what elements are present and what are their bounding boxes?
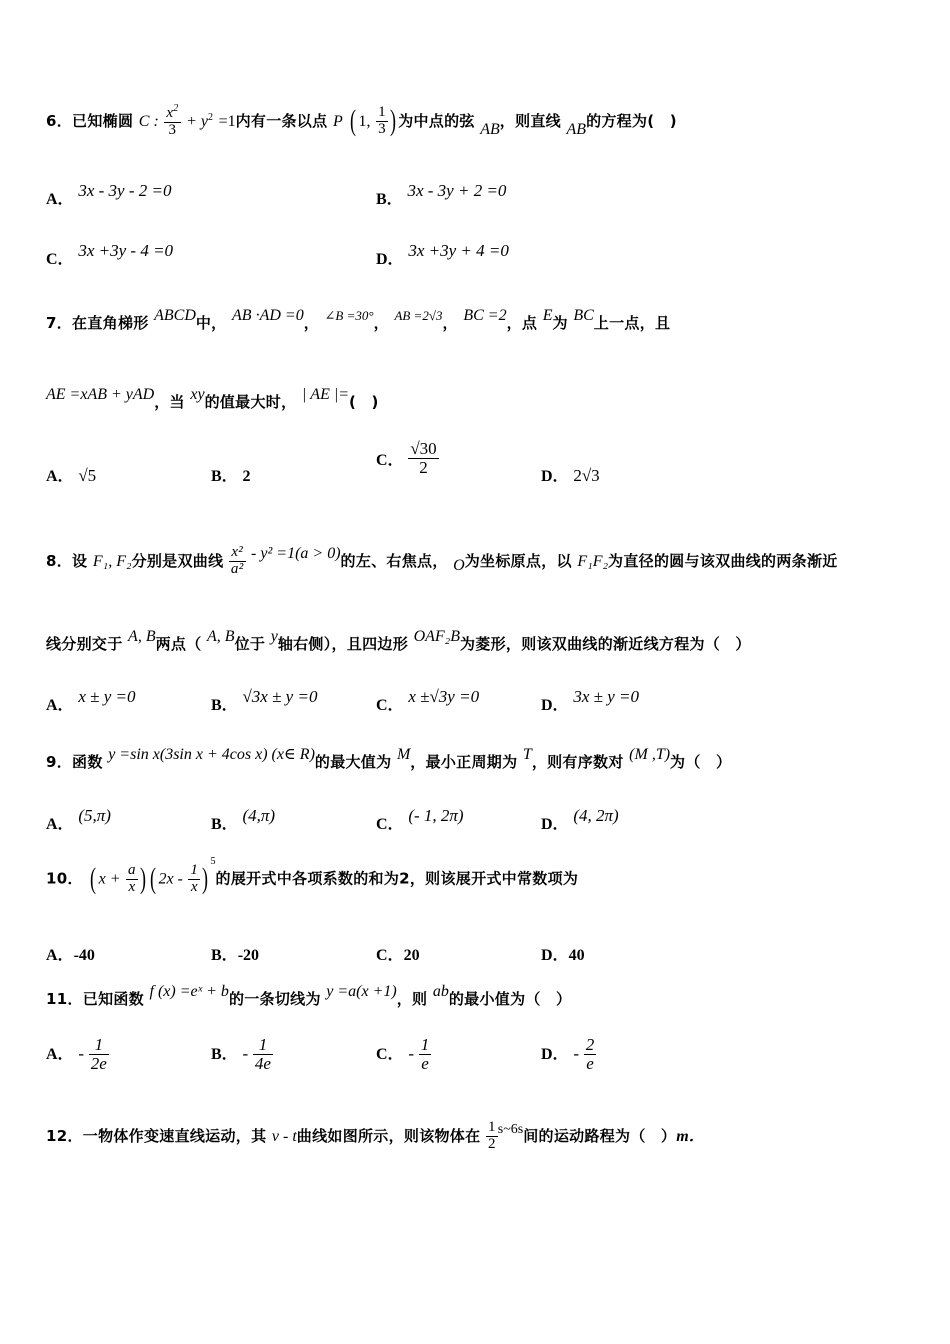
math: T [522, 746, 532, 763]
option-b[interactable]: B． - $\frac{1}{4e}$ [211, 1035, 271, 1073]
q-text: 已知函数 [82, 990, 144, 1008]
q-text: 上一点，且 [593, 314, 671, 332]
option-b[interactable]: B． 2 [211, 468, 251, 485]
option-d[interactable]: D． 3x ± y =0 [541, 687, 639, 714]
question-number: 8． [46, 551, 73, 570]
question-12 [46, 1120, 910, 1153]
option-d[interactable]: D．40 [541, 947, 585, 964]
math: y =a(x +1) [326, 983, 397, 1000]
math-fraction: $\frac{1}{2}$ [487, 1119, 496, 1152]
option-b[interactable]: B． (4,π) [211, 806, 276, 833]
q-text: 为中点的弦 [398, 111, 475, 130]
math: A, B [207, 628, 235, 645]
q-text: 两点（ [155, 635, 202, 653]
math: x + [98, 870, 121, 888]
q-text: ， [373, 314, 389, 332]
math: O [453, 556, 465, 574]
math: | AE |= [301, 386, 350, 403]
math: P [332, 112, 343, 130]
q-text: 一物体作变速直线运动，其 [82, 1126, 267, 1145]
math-fraction: $\frac{1}{x}$ [190, 861, 199, 895]
option-c[interactable]: C． (- 1, 2π) [376, 806, 464, 833]
math: + y [186, 112, 209, 130]
math-fraction: $\frac{\text{x²}}{\text{a²}}$ [230, 544, 244, 577]
option-a[interactable]: A．-40 [46, 947, 95, 964]
q-text: 的最大值为 [314, 753, 392, 771]
math: 2x - [158, 870, 183, 888]
math: 5 [210, 855, 216, 867]
question-6: 6．已知椭圆 C : $\frac{x^2}{3}$ + $y^2 =1$内有一条以点 P ( 1, $\frac{1}{3}$ ) 为中点的弦 AB，则直线 AB的方程为( ) [46, 103, 677, 138]
option-b[interactable]: B．-20 [211, 947, 260, 964]
math: A, B [128, 628, 156, 645]
question-number: 9． [46, 753, 73, 771]
math: F₁, F₂ [92, 552, 132, 570]
math: AB =2√3 [394, 308, 443, 323]
math: OAF₂B [413, 628, 460, 645]
option-a[interactable]: A． √5 [46, 466, 97, 485]
math: M [396, 746, 411, 763]
question-8 [46, 545, 910, 578]
question-9 [46, 746, 910, 772]
option-a[interactable]: A． (5,π) [46, 806, 111, 833]
math: AE =xAB + yAD [46, 386, 155, 403]
math-fraction: $\frac{a}{x}$ [128, 861, 136, 895]
option-c[interactable]: C． 3x +3y - 4 =0 [46, 241, 174, 268]
q-text: ， [303, 314, 319, 332]
q-text: 为（ ） [670, 753, 732, 771]
question-number: 10． [46, 869, 83, 888]
q-text: 为直径的圆与该双曲线的两条渐近 [608, 551, 838, 570]
math: 1, [358, 112, 371, 130]
question-number: 11． [46, 990, 83, 1008]
option-c[interactable]: C．20 [376, 947, 420, 964]
math: y [270, 628, 278, 645]
question-7-line2 [46, 386, 910, 412]
q-text: ， [442, 314, 458, 332]
math-fraction: $\frac{1}{3}$ [378, 104, 386, 137]
math: F₁F₂ [577, 552, 609, 570]
q-text: 设 [72, 551, 88, 570]
q-text: ，点 [506, 314, 538, 332]
q-text: 的展开式中各项系数的和为2，则该展开式中常数项为 [215, 869, 579, 888]
q-text: 为坐标原点，以 [464, 551, 572, 570]
math: (M ,T) [629, 746, 671, 763]
option-a[interactable]: A． x ± y =0 [46, 687, 136, 714]
option-c[interactable]: C． x ±√3y =0 [376, 687, 480, 714]
q-text: ，当 [154, 393, 185, 411]
math: AB [566, 120, 587, 138]
math-fraction: $\frac{x^2}{3}$ [166, 103, 179, 138]
q-text: 的一条切线为 [228, 990, 321, 1008]
q-text: ，则直线 [499, 111, 561, 130]
q-text: 曲线如图所示，则该物体在 [296, 1126, 481, 1145]
q-text: ，则有序数对 [531, 753, 624, 771]
math: AB [480, 120, 500, 138]
q-text: ( ) [349, 393, 379, 411]
question-number: 6． [46, 111, 73, 130]
q-text: 在直角梯形 [72, 314, 149, 332]
option-d[interactable]: D． (4, 2π) [541, 806, 619, 833]
q-text: 轴右侧），且四边形 [277, 635, 409, 653]
q-text: 线分别交于 [46, 635, 123, 653]
question-11 [46, 983, 910, 1009]
math: ∠B =30° [324, 308, 374, 323]
math: =1 [218, 112, 236, 130]
option-c[interactable]: C． - $\frac{1}{e}$ [376, 1035, 430, 1073]
q-text: 的最小值为（ ） [448, 990, 572, 1008]
q-text: 间的运动路程为（ ） [523, 1126, 677, 1145]
q-text: 的左、右焦点， [340, 551, 448, 570]
q-text: 的方程为( ) [586, 111, 677, 130]
question-8-line2 [46, 628, 910, 654]
q-text: 的值最大时， [204, 393, 297, 411]
math: AB ·AD =0 [232, 307, 304, 324]
q-text: 为菱形，则该双曲线的渐近线方程为（ ） [460, 635, 751, 653]
question-number: 7． [46, 314, 73, 332]
option-b[interactable]: B． 3x - 3y + 2 =0 [376, 181, 507, 208]
q-text: 已知椭圆 [72, 111, 134, 130]
option-d[interactable]: D． - $\frac{2}{e}$ [541, 1035, 595, 1073]
math: ab [432, 983, 449, 1000]
math: BC =2 [463, 307, 507, 324]
q-text: ，则 [396, 990, 428, 1008]
math: E [542, 307, 553, 324]
option-a[interactable]: A． 3x - 3y - 2 =0 [46, 181, 172, 208]
math: BC [573, 307, 594, 324]
q-text: 位于 [234, 635, 266, 653]
option-a[interactable]: A． - $\frac{1}{2e}$ [46, 1035, 107, 1073]
math: - y² =1(a > 0) [251, 544, 341, 562]
question-7 [46, 307, 910, 333]
math: ABCD [154, 307, 196, 324]
math: C : [138, 112, 159, 130]
math: xy [190, 386, 205, 403]
math: s~6s [497, 1121, 524, 1137]
math: f (x) =eˣ + b [149, 983, 229, 1000]
option-c[interactable]: C． $\frac{√30}{2}$ [376, 439, 437, 477]
question-number: 12． [46, 1126, 83, 1145]
q-text: 为 [552, 314, 568, 332]
math: v - t [271, 1127, 297, 1145]
question-10: 10． ( x + $\frac{a}{x}$ ) ( 2x - $\frac{1}{x}$ )$^5$的展开式中各项系数的和为2，则该展开式中常数项为 [46, 855, 579, 895]
option-b[interactable]: B． √3x ± y =0 [211, 687, 318, 714]
q-text: 分别是双曲线 [131, 551, 224, 570]
math: m． [676, 1127, 705, 1145]
option-d[interactable]: D． 3x +3y + 4 =0 [376, 241, 509, 268]
option-d[interactable]: D． 2√3 [541, 466, 600, 485]
math: y =sin x(3sin x + 4cos x) (x∈ R) [108, 746, 315, 763]
q-text: 中， [195, 314, 227, 332]
q-text: 内有一条以点 [235, 111, 328, 130]
q-text: ，最小正周期为 [410, 753, 518, 771]
q-text: 函数 [72, 753, 103, 771]
